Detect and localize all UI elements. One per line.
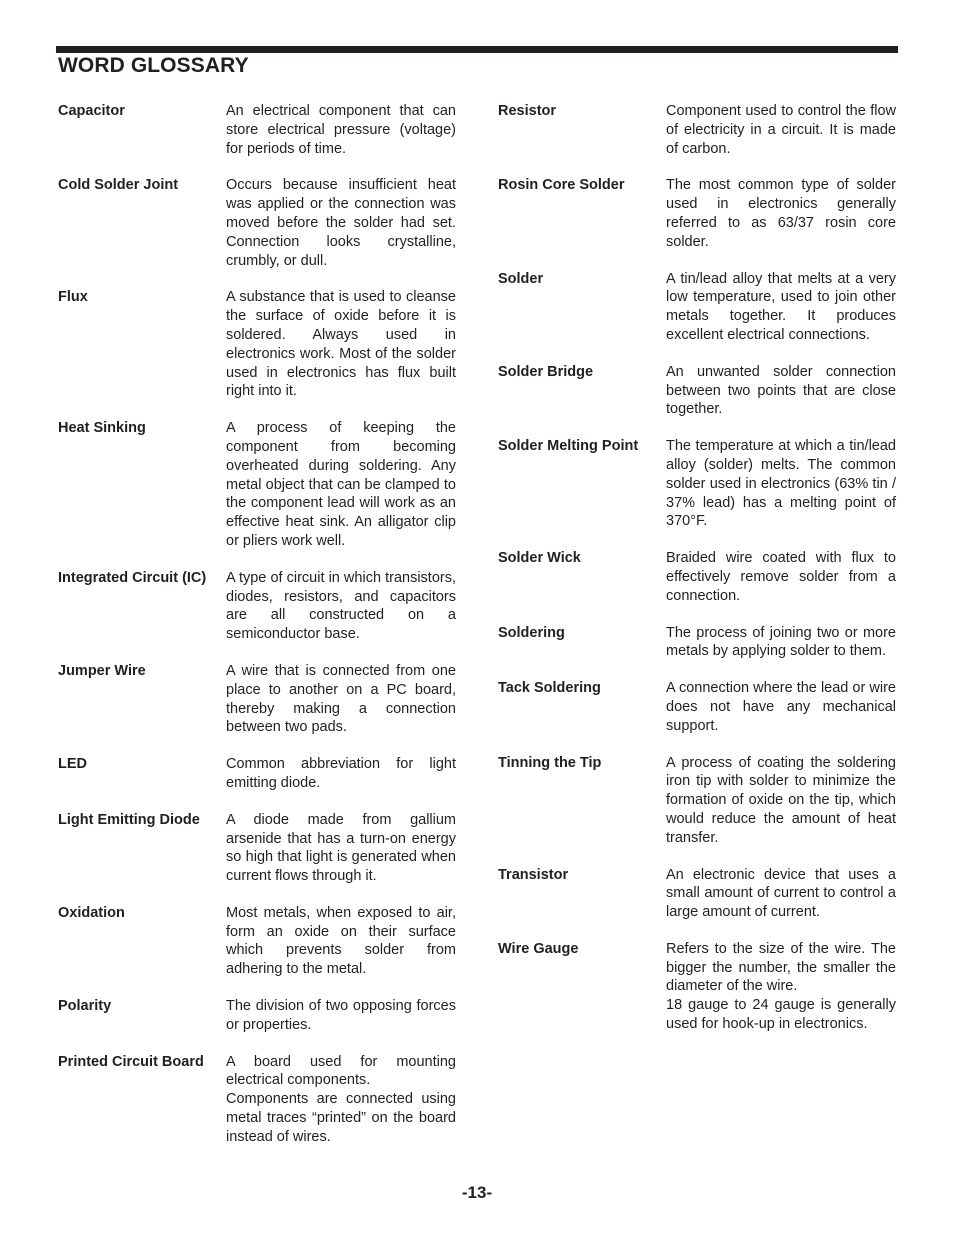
glossary-term: Oxidation: [58, 904, 125, 921]
glossary-definition: Occurs because insufficient heat was applied or the connection was moved before the solder had set. Connection looks crystalline, crumbly, or dull.: [226, 177, 456, 269]
glossary-definition: The temperature at which a tin/lead alloy (solder) melts. The common solder used in electronics (63% tin / 37% lead) has a melting point of 370°F.: [666, 438, 896, 530]
glossary-entry-polarity: [58, 997, 458, 1035]
glossary-definition: [226, 1053, 456, 1147]
glossary-entry-solder-wick: [498, 549, 898, 605]
glossary-entry-transistor: [498, 866, 898, 922]
glossary-definition: An unwanted solder connection between two points that are close together.: [666, 363, 896, 418]
glossary-term: Tack Soldering: [498, 680, 601, 697]
glossary-entry-rosin-core-solder: [498, 176, 898, 251]
glossary-term: Flux: [58, 289, 88, 306]
glossary-definition: Common abbreviation for light emitting diode.: [226, 756, 456, 791]
glossary-term: Printed Circuit Board: [58, 1053, 204, 1070]
glossary-definition: The process of joining two or more metals by applying solder to them.: [666, 624, 896, 660]
glossary-term: Tinning the Tip: [498, 754, 602, 771]
glossary-entry-solder-melting-point: [498, 437, 898, 531]
glossary-right-column: [498, 102, 898, 1052]
glossary-entry-wire-gauge: [498, 940, 898, 1034]
glossary-entry-tinning-the-tip: [498, 754, 898, 848]
glossary-entry-jumper-wire: [58, 662, 458, 737]
glossary-definition: A tin/lead alloy that melts at a very low temperature, used to join other metals together. It produces excellent electrical connections.: [666, 270, 896, 343]
glossary-left-column: [58, 102, 458, 1165]
glossary-term: Solder: [498, 270, 544, 287]
glossary-definition: A substance that is used to cleanse the surface of oxide before it is soldered. Always used in electronics work. Most of the solder used in electronics has flux built right into it.: [226, 289, 456, 400]
page-title: WORD GLOSSARY: [58, 54, 249, 77]
glossary-entry-resistor: [498, 102, 898, 158]
glossary-definition-part: Refers to the size of the wire. The bigger the number, the smaller the diameter of the wire.: [666, 940, 896, 995]
glossary-definition: Component used to control the flow of electricity in a circuit. It is made of carbon.: [666, 103, 896, 157]
glossary-entry-heat-sinking: [58, 419, 458, 551]
glossary-term: Soldering: [498, 624, 565, 641]
glossary-term: Rosin Core Solder: [498, 177, 625, 194]
glossary-term: Cold Solder Joint: [58, 177, 179, 194]
page-number: -13-: [461, 1183, 493, 1202]
glossary-entry-led: [58, 755, 458, 793]
glossary-definition: A connection where the lead or wire does not have any mechanical support.: [666, 680, 896, 734]
glossary-term: Resistor: [498, 103, 557, 119]
glossary-definition: An electrical component that can store electrical pressure (voltage) for periods of time.: [226, 103, 456, 157]
glossary-entry-flux: [58, 288, 458, 401]
glossary-term: Polarity: [58, 998, 112, 1015]
glossary-definition: [666, 940, 896, 1034]
glossary-term: Capacitor: [58, 103, 125, 119]
glossary-entry-solder: [498, 270, 898, 345]
top-rule: [56, 46, 898, 53]
glossary-term: Solder Melting Point: [498, 438, 639, 455]
glossary-term: LED: [58, 756, 87, 773]
glossary-term: Integrated Circuit (IC): [58, 569, 207, 586]
glossary-definition: A wire that is connected from one place to another on a PC board, thereby making a connection between two pads.: [226, 662, 456, 736]
glossary-entry-oxidation: [58, 904, 458, 979]
glossary-definition-part: Components are connected using metal traces “printed” on the board instead of wires.: [226, 1091, 456, 1145]
glossary-definition: Most metals, when exposed to air, form an oxide on their surface which prevents solder from adhering to the metal.: [226, 904, 456, 978]
glossary-definition: The division of two opposing forces or properties.: [226, 998, 456, 1033]
glossary-term: Jumper Wire: [58, 662, 146, 679]
glossary-definition: A diode made from gallium arsenide that has a turn-on energy so high that light is generated when current flows through it.: [226, 811, 456, 885]
glossary-definition: The most common type of solder used in electronics generally referred to as 63/37 rosin core solder.: [666, 177, 896, 250]
glossary-term: Heat Sinking: [58, 420, 146, 437]
glossary-entry-solder-bridge: [498, 363, 898, 419]
glossary-entry-tack-soldering: [498, 679, 898, 735]
glossary-entry-integrated-circuit: [58, 569, 458, 644]
glossary-entry-soldering: [498, 624, 898, 662]
glossary-definition: A process of keeping the component from becoming overheated during soldering. Any metal object that can be clamped to the component lead will work as an effective heat sink. An alligator clip or pliers work well.: [226, 420, 456, 549]
glossary-definition: An electronic device that uses a small amount of current to control a large amount of current.: [666, 866, 896, 921]
glossary-entry-capacitor: [58, 102, 458, 158]
glossary-definition: Braided wire coated with flux to effectively remove solder from a connection.: [666, 550, 896, 604]
glossary-term: Wire Gauge: [498, 940, 579, 957]
glossary-entry-light-emitting-diode: [58, 811, 458, 886]
glossary-entry-cold-solder-joint: [58, 176, 458, 270]
glossary-definition: A type of circuit in which transistors, diodes, resistors, and capacitors are all constructed on a semiconductor base.: [226, 569, 456, 643]
glossary-definition-part: A board used for mounting electrical components.: [226, 1053, 456, 1089]
glossary-term: Solder Wick: [498, 550, 581, 567]
glossary-term: Transistor: [498, 866, 569, 883]
glossary-definition-part: 18 gauge to 24 gauge is generally used for hook-up in electronics.: [666, 997, 896, 1033]
glossary-entry-printed-circuit-board: [58, 1053, 458, 1147]
glossary-term: Solder Bridge: [498, 363, 594, 380]
glossary-term: Light Emitting Diode: [58, 811, 200, 828]
glossary-definition: A process of coating the soldering iron tip with solder to minimize the formation of oxide on the tip, which would reduce the amount of heat transfer.: [666, 754, 896, 846]
